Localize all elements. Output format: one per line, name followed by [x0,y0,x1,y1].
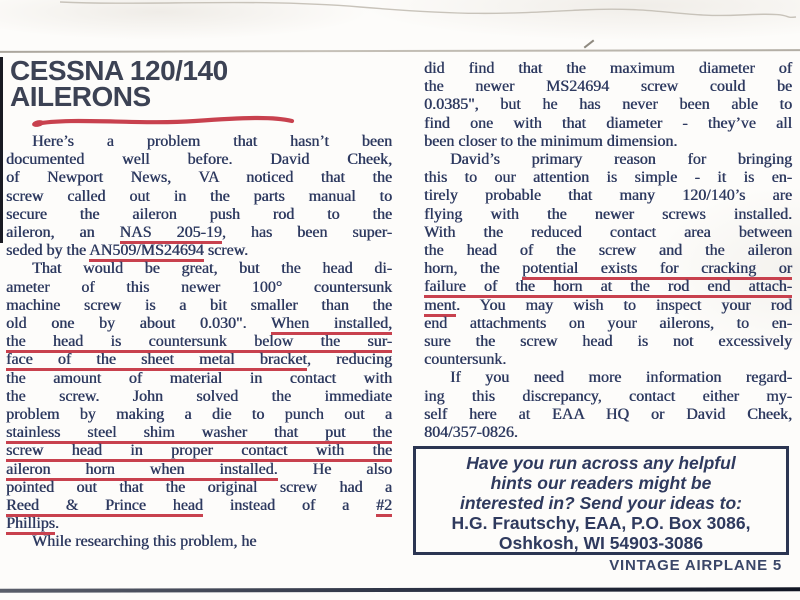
red-underlined-text: face of the sheet metal bracket [6,351,307,371]
article-title [6,55,392,112]
scan-mark [584,40,595,49]
text-line: find one with that diameter - they’ve all [424,114,792,132]
notice-box-content [416,453,786,553]
article-title-line2: AILERONS [10,81,151,112]
text-line: Phillips. [6,515,392,533]
red-underlined-text: screw head in proper contact with the [6,442,392,462]
paragraph [424,151,792,369]
text-line: That would be great, but the head di- [32,260,392,278]
text-line: old one by about 0.030". When installed, [6,315,392,333]
text-line: 804/357-0826. [424,424,518,442]
text-line: machine screw is a bit smaller than the [6,296,392,314]
red-underlined-text: stainless steel shim washer that put the [6,424,392,444]
red-underlined-text: ment [424,297,456,317]
top-rule [0,49,800,53]
red-underlined-text: NAS 205-19 [120,224,222,244]
text-line [6,333,392,351]
text-line [6,442,392,460]
text-line [6,424,392,442]
title-underline-marker-icon [30,113,298,129]
paragraph [424,369,792,442]
text-line: With the reduced contact area between [424,223,792,241]
notice-box-line: Oshkosh, WI 54903-3086 [498,533,704,553]
text-line: sure the screw head is not excessively [424,333,792,351]
text-line: countersunk. [424,351,507,369]
text-line: tirely probable that many 120/140’s are [424,187,792,205]
footer-page-label: VINTAGE AIRPLANE 5 [609,557,782,574]
red-underlined-text: the head is countersunk below the sur- [6,333,392,353]
notice-box-line: hints our readers might be [490,473,712,493]
paragraph [6,133,392,260]
text-line: aileron horn when installed. He also [6,461,392,479]
text-line: secure the aileron push rod to the [6,205,392,223]
text-line: problem by making a die to punch out a [6,406,392,424]
text-line: ing this discrepancy, contact either my- [424,387,792,405]
paragraph [424,60,792,151]
column-left-text [6,133,392,552]
text-line: face of the sheet metal bracket, reducing [6,351,392,369]
text-line: been closer to the minimum dimension. [424,132,678,150]
text-line: ameter of this newer 100° countersunk [6,278,392,296]
text-line: Reed & Prince head instead of a #2 [6,497,392,515]
text-line: While researching this problem, he [32,533,257,551]
text-line: ment. You may wish to inspect your rod [424,297,792,315]
left-edge-rule [0,57,3,243]
text-line: If you need more information regard- [450,369,792,387]
notice-box-line: Have you run across any helpful [466,453,736,473]
text-line: seded by the AN509/MS24694 screw. [6,242,392,260]
column-right [424,60,792,442]
text-line [424,278,792,296]
text-line: the amount of material in contact with [6,369,392,387]
text-line: of Newport News, VA noticed that the [6,169,392,187]
text-line: aileron, an NAS 205-19, has been super- [6,224,392,242]
text-line: Here’s a problem that hasn’t been [32,133,392,150]
text-line: flying with the newer screws installed. [424,205,792,223]
red-underlined-text: When installed, [271,315,392,335]
column-left [6,55,393,552]
paragraph [6,260,392,533]
text-line: the screw. John solved the immediate [6,387,392,405]
notice-box-line: interested in? Send your ideas to: [460,493,742,513]
red-underlined-text: Phillips [6,515,55,535]
red-underlined-text: #2 [376,497,392,517]
text-line: David’s primary reason for bringing [450,151,792,169]
text-line: 0.0385", but he has never been able to [424,96,792,114]
text-line: screw called out in the parts manual to [6,187,392,205]
text-line: self here at EAA HQ or David Cheek, [424,405,792,423]
bottom-rule [0,587,800,592]
red-underlined-text: Reed & Prince head [6,497,203,517]
column-right-text [424,60,792,442]
text-line: the head of the screw and the aileron [424,242,792,260]
red-underlined-text: failure of the horn at the rod end attach- [424,278,792,298]
red-underlined-text: potential exists for cracking or [522,260,792,280]
article-title-line1: CESSNA 120/140 [10,55,228,86]
text-line: horn, the potential exists for cracking or [424,260,792,278]
text-line: this to our attention is simple - it is en- [424,169,792,187]
text-line: did find that the maximum diameter of [424,60,792,77]
text-line: the newer MS24694 screw could be [424,78,792,96]
red-underlined-text: AN509/MS24694 [89,242,204,262]
notice-box-line: H.G. Frautschy, EAA, P.O. Box 3086, [451,513,751,533]
text-line: pointed out that the original screw had a [6,478,392,496]
red-underlined-text: aileron horn when installed. [6,461,278,481]
paragraph [6,533,392,551]
text-line: documented well before. David Cheek, [6,151,392,169]
notice-box [413,446,789,555]
text-line: end attachments on your ailerons, to en- [424,314,792,332]
scan-squiggle-artifact [0,0,800,30]
